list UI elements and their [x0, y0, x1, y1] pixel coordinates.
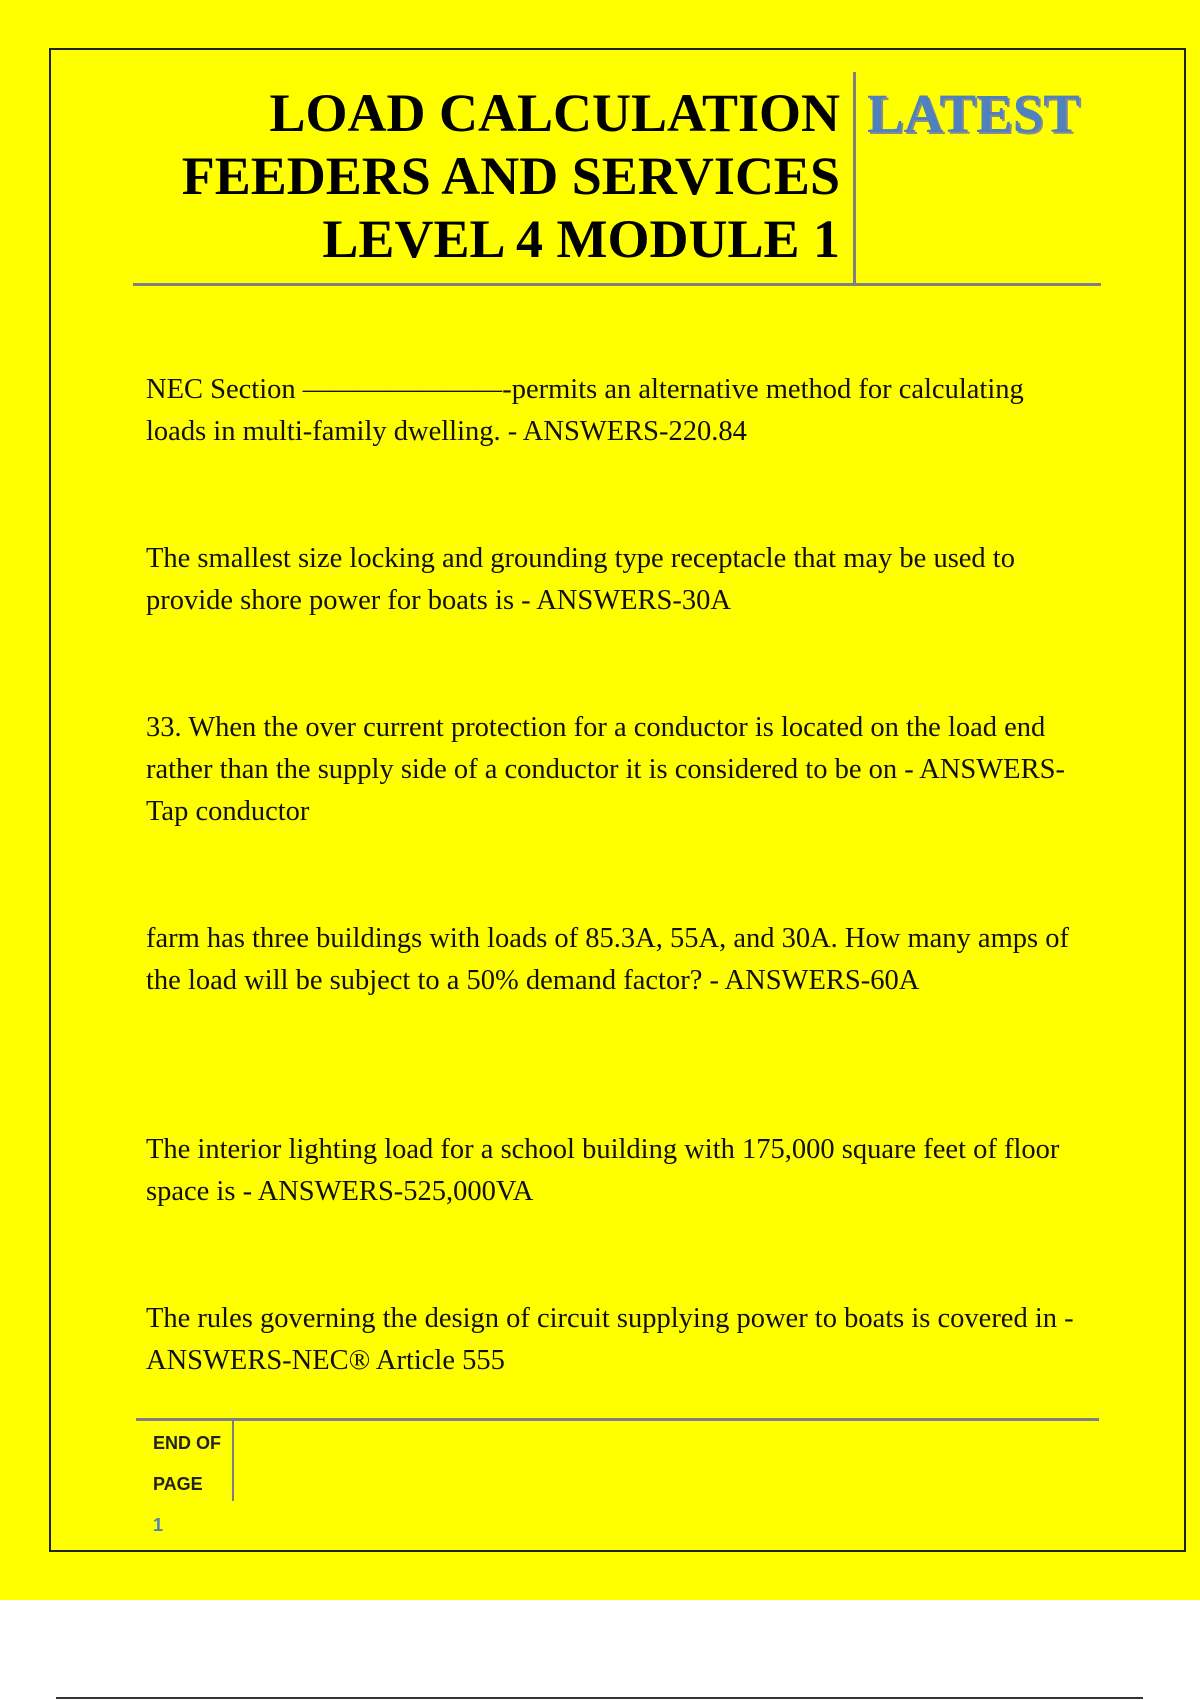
- question-text: The interior lighting load for a school building with 175,000 square feet of floor space is: [146, 1134, 1060, 1207]
- qa-item: [146, 538, 1091, 622]
- qa-item: [146, 707, 1091, 833]
- footer-page-line: [153, 1464, 233, 1546]
- answer-text: - ANSWERS-525,000VA: [242, 1176, 534, 1207]
- title-line: FEEDERS AND SERVICES: [181, 146, 840, 206]
- header-rule: [133, 283, 1101, 286]
- qa-item: [146, 918, 1091, 1002]
- question-text: The smallest size locking and grounding type receptacle that may be used to provide shore power for boats is: [146, 543, 1015, 616]
- answer-text: - ANSWERS-Tap conductor: [146, 754, 1065, 827]
- footer-end-label: END OF: [153, 1433, 222, 1453]
- qa-item: [146, 1298, 1091, 1382]
- question-text: NEC Section ———————-permits an alternative method for calculating loads in multi-family dwelling.: [146, 374, 1024, 447]
- answer-text: - ANSWERS-NEC® Article 555: [146, 1303, 1074, 1376]
- question-text: 33. When the over current protection for a conductor is located on the load end rather than the supply side of a conductor it is considered to be on: [146, 712, 1046, 785]
- answer-text: - ANSWERS-220.84: [507, 416, 747, 447]
- page-number: 1: [153, 1515, 164, 1535]
- qa-item: [146, 369, 1091, 453]
- title-line: LEVEL 4 MODULE 1: [322, 209, 840, 269]
- qa-item: [146, 1129, 1091, 1213]
- bottom-divider: [56, 1697, 1143, 1699]
- document-title: [120, 82, 840, 271]
- page-footer: [153, 1423, 233, 1546]
- answer-text: - ANSWERS-30A: [521, 585, 731, 616]
- footer-page-label: PAGE: [153, 1474, 203, 1494]
- answer-text: - ANSWERS-60A: [709, 965, 920, 996]
- question-text: The rules governing the design of circuit supplying power to boats is covered in: [146, 1303, 1057, 1334]
- header-vertical-divider: [853, 72, 856, 284]
- footer-rule: [136, 1418, 1099, 1421]
- title-line: LOAD CALCULATION: [269, 83, 840, 143]
- question-text: farm has three buildings with loads of 85.3A, 55A, and 30A. How many amps of the load will be subject to a 50% demand factor?: [146, 923, 1069, 996]
- latest-tag: LATEST: [867, 83, 1080, 144]
